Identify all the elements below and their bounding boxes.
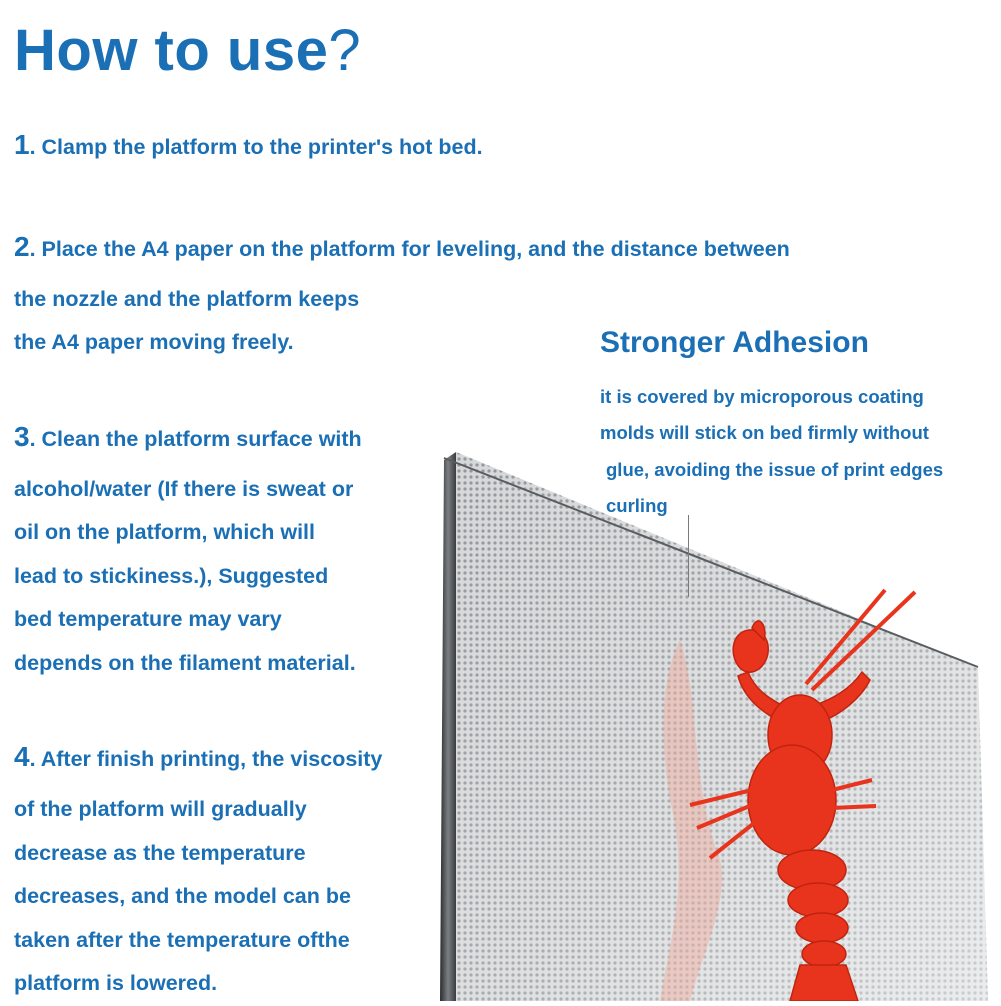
step-4-line-2: of the platform will gradually: [14, 797, 307, 821]
step-4-line-6: platform is lowered.: [14, 971, 218, 995]
step-3-line-2: alcohol/water (If there is sweat or: [14, 477, 354, 501]
step-4-line-5: taken after the temperature ofthe: [14, 928, 350, 952]
feature-title: Stronger Adhesion: [600, 326, 869, 359]
step-4-line-3: decrease as the temperature: [14, 841, 306, 865]
step-3-line-3: oil on the platform, which will: [14, 520, 315, 544]
page-title: How to use?: [14, 18, 362, 83]
step-3-line-1: 3. Clean the platform surface with: [14, 421, 362, 452]
step-4-line-4: decreases, and the model can be: [14, 884, 351, 908]
feature-line-3: glue, avoiding the issue of print edges: [606, 459, 944, 480]
feature-line-1: it is covered by microporous coating: [600, 386, 924, 407]
step-2-line-2: the nozzle and the platform keeps: [14, 287, 360, 311]
step-2-line-3: the A4 paper moving freely.: [14, 330, 294, 354]
step-3-line-6: depends on the filament material.: [14, 651, 356, 675]
step-2-line-1: 2. Place the A4 paper on the platform for leveling, and the distance between: [14, 231, 790, 262]
callout-pointer-line: [688, 515, 689, 597]
step-1-line-1: 1. Clamp the platform to the printer's hot bed.: [14, 129, 483, 160]
feature-line-2: molds will stick on bed firmly without: [600, 422, 929, 443]
step-3-line-4: lead to stickiness.), Suggested: [14, 564, 329, 588]
feature-line-4: curling: [606, 495, 668, 516]
step-3-line-5: bed temperature may vary: [14, 607, 282, 631]
step-4-line-1: 4. After finish printing, the viscosity: [14, 741, 383, 772]
